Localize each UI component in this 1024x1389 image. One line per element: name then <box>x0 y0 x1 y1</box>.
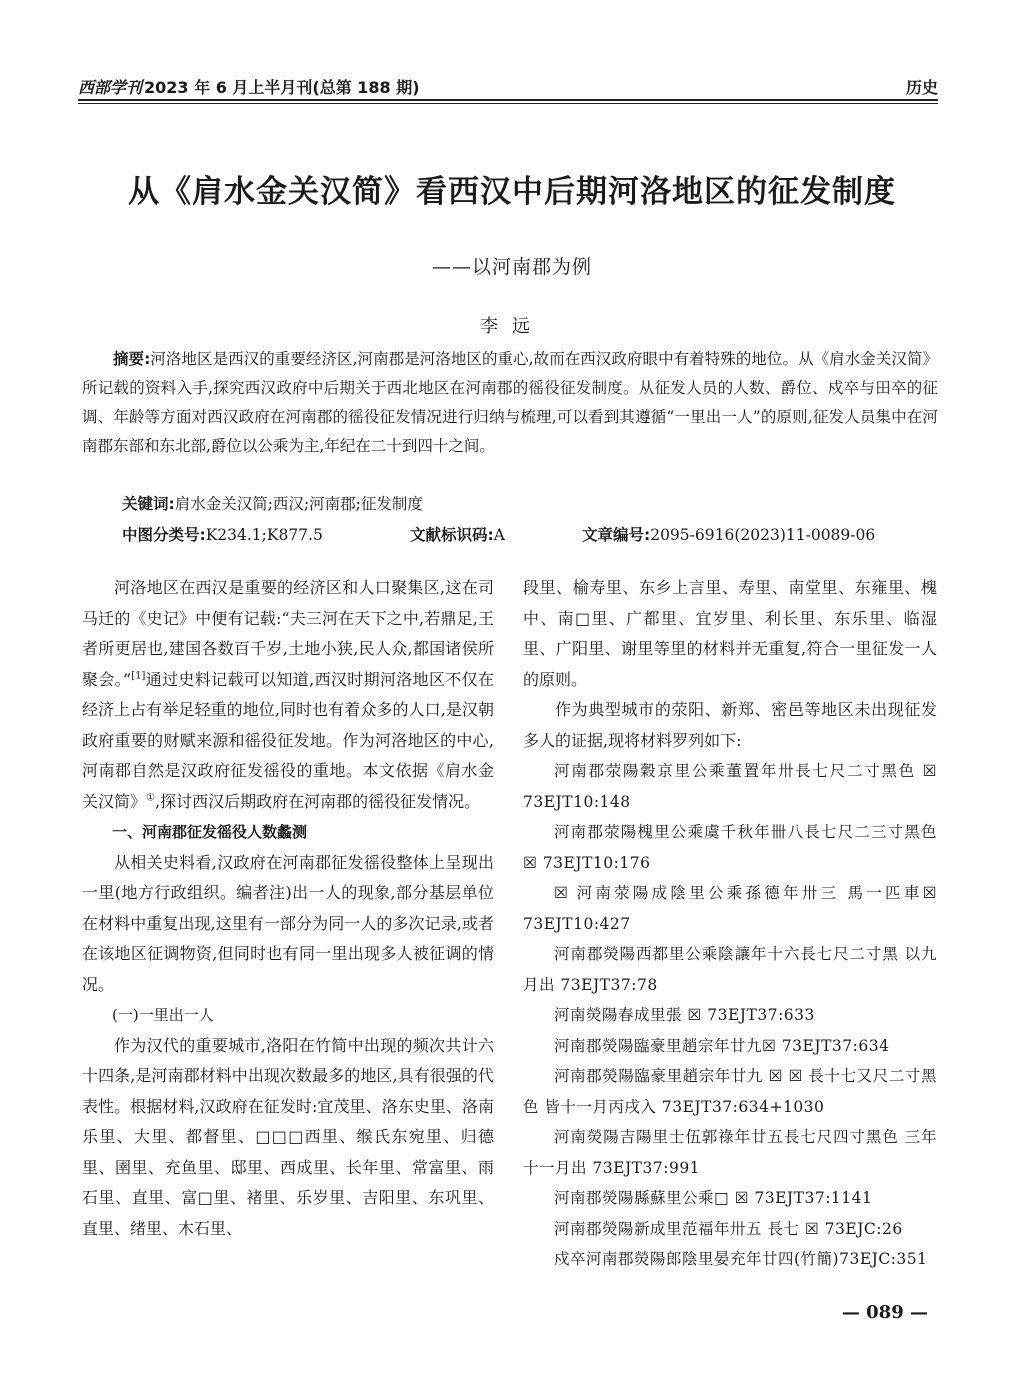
body-paragraph: 段里、榆寿里、东乡上言里、寿里、南堂里、东雍里、槐中、南□里、广都里、宜岁里、利长里、东乐里、临湿里、广阳里、谢里等里的材料并无重复,符合一里征发一人的原则。 <box>523 578 937 689</box>
header-rule <box>78 99 938 101</box>
section-heading: 一、河南郡征发徭役人数蠡测 <box>112 823 308 841</box>
header-rule-thin <box>78 103 938 104</box>
article-number <box>582 523 875 545</box>
subsection-heading: (一)一里出一人 <box>112 1006 214 1024</box>
page-number: — 089 — <box>841 1302 928 1323</box>
journal-logo: 西部学刊 <box>78 78 143 97</box>
bamboo-slip-entry: 河南郡熒陽臨豪里趙宗年廿九☒ 73EJT37:634 <box>554 1036 890 1055</box>
document-code-value: A <box>493 526 505 544</box>
article-subtitle: ——以河南郡为例 <box>431 256 592 278</box>
clc-number <box>122 523 410 545</box>
document-code <box>410 523 582 545</box>
paragraph-text: ,探讨西汉后期政府在河南郡的徭役征发情况。 <box>154 791 481 811</box>
abstract-label: 摘要: <box>113 350 151 368</box>
abstract-text: 河洛地区是西汉的重要经济区,河南郡是河洛地区的重心,故而在西汉政府眼中有着特殊的地位。从《肩水金关汉简》所记载的资料入手,探究西汉政府中后期关于西北地区在河南郡的徭役征发制度。从征发人员的人数、爵位、戍卒与田卒的征调、年龄等方面对西汉政府在河南郡的徭役征发情况进行归纳与梳理,可以看到其遵循“一里出一人”的原则,征发人员集中在河南郡东部和东北部,爵位以公乘为主,年纪在二十到四十之间。 <box>82 350 938 455</box>
paragraph-text: 河洛地区在西汉是重要的经济区和人口聚集区,这在司马迁的《史记》中便有记载:“夫三河在天下之中,若鼎足,王者所更居也,建国各数百千岁,土地小狭,民人众,都国诸侯所聚会。” <box>82 578 494 689</box>
document-code-label: 文献标识码: <box>410 526 494 544</box>
body-paragraph: 作为汉代的重要城市,洛阳在竹简中出现的频次共计六十四条,是河南郡材料中出现次数最多的地区,具有很强的代表性。根据材料,汉政府在征发时:宜茂里、洛东史里、洛南乐里、大里、都督里、□□□西里、缑氏东宛里、归德里、圉里、充鱼里、邸里、西成里、长年里、常富里、雨石里、直里、富□里、褚里、乐岁里、吉阳里、东巩里、直里、绪里、木石里、 <box>82 1035 494 1238</box>
bamboo-slip-entry: 河南熒陽春成里張 ☒ 73EJT37:633 <box>554 1006 815 1024</box>
footnote-marker: ① <box>146 792 155 804</box>
bamboo-slip-entry: 河南郡熒陽臨豪里趙宗年廿九 ☒ ☒ 長十七又尺二寸黑色 皆十一月丙戌入 73EJT37:634+1030 <box>523 1067 937 1116</box>
body-paragraph <box>82 573 494 817</box>
left-column <box>82 573 494 1244</box>
clc-label: 中图分类号: <box>122 526 206 544</box>
article-meta <box>122 523 938 545</box>
article-number-label: 文章编号: <box>582 526 651 544</box>
bamboo-slip-entry: 河南郡熒陽新成里范福年卅五 長七 ☒ 73EJC:26 <box>554 1219 903 1238</box>
article-title: 从《肩水金关汉简》看西汉中后期河洛地区的征发制度 <box>128 174 896 210</box>
author-name: 李远 <box>480 316 544 337</box>
body-paragraph: 作为典型城市的荥阳、新郑、密邑等地区未出现征发多人的证据,现将材料罗列如下: <box>523 700 937 750</box>
paragraph-text: 通过史料记载可以知道,西汉时期河洛地区不仅在经济上占有举足轻重的地位,同时也有着众多的人口,是汉朝政府重要的财赋来源和徭役征发地。作为河洛地区的中心,河南郡自然是汉政府征发徭役的重地。本文依据《肩水金关汉简》 <box>82 669 494 811</box>
section-label: 历史 <box>905 78 938 97</box>
running-header <box>78 70 938 98</box>
issue-info: 2023 年 6 月上半月刊(总第 188 期) <box>144 78 420 97</box>
keywords-text: 肩水金关汉简;西汉;河南郡;征发制度 <box>174 495 423 513</box>
bamboo-slip-entry: ☒ 河南荥陽成陰里公乘孫德年卅三 馬一匹車☒ 73EJT10:427 <box>523 884 937 933</box>
bamboo-slip-entry: 河南郡荥陽穀京里公乘董置年卅長七尺二寸黑色 ☒ 73EJT10:148 <box>523 762 937 811</box>
citation-ref: [1] <box>131 670 146 682</box>
article-number-value: 2095-6916(2023)11-0089-06 <box>650 526 876 544</box>
abstract <box>82 345 938 461</box>
bamboo-slip-entry: 河南郡熒陽縣蘇里公乘□ ☒ 73EJT37:1141 <box>554 1189 873 1207</box>
body-paragraph: 从相关史料看,汉政府在河南郡征发徭役整体上呈现出一里(地方行政组织。编者注)出一人的现象,部分基层单位在材料中重复出现,这里有一部分为同一人的多次记录,或者在该地区征调物资,但同时也有同一里出现多人被征调的情况。 <box>82 852 494 994</box>
right-column <box>523 573 937 1275</box>
bamboo-slip-entry: 河南熒陽吉陽里士伍郭祿年廿五長七尺四寸黑色 三年十一月出 73EJT37:991 <box>523 1128 937 1177</box>
keywords-label: 关键词: <box>122 495 175 513</box>
bamboo-slip-entry: 戍卒河南郡熒陽郎陰里晏充年廿四(竹簡)73EJC:351 <box>554 1250 928 1268</box>
bamboo-slip-entry: 河南郡熒陽西都里公乘陰讓年十六長七尺二寸黑 以九月出 73EJT37:78 <box>523 945 937 994</box>
header-left <box>78 75 420 98</box>
bamboo-slip-entry: 河南郡荥陽槐里公乘虞千秋年卌八長七尺二三寸黑色 ☒ 73EJT10:176 <box>523 823 937 872</box>
clc-value: K234.1;K877.5 <box>205 526 323 544</box>
keywords <box>122 492 938 514</box>
